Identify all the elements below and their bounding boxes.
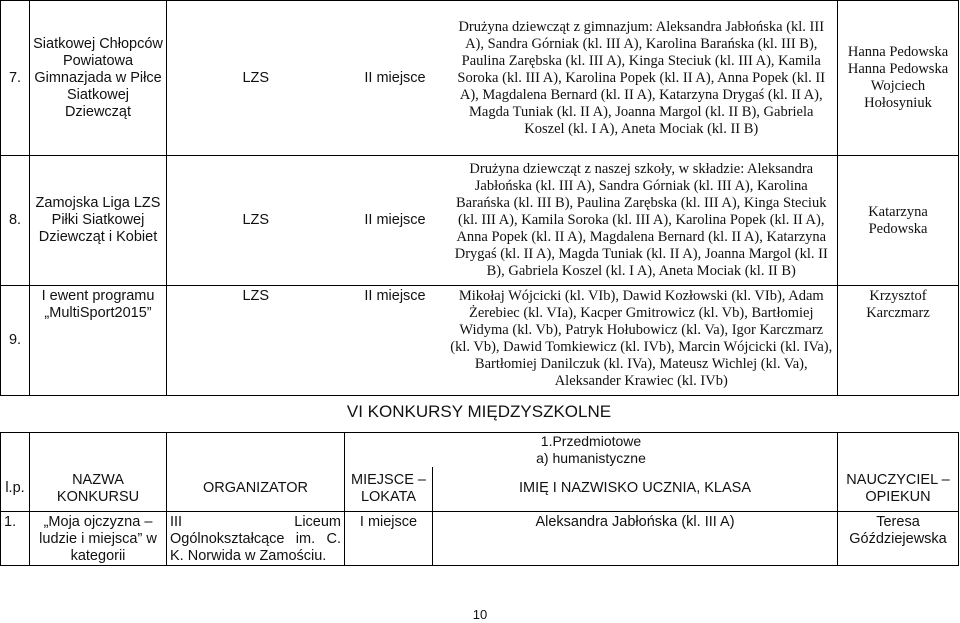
students-list: Mikołaj Wójcicki (kl. VIb), Dawid Kozłowski (kl. VIb), Adam Żerebiec (kl. VIa), Kacper Gmitrowicz (kl. Vb), Bartłomiej Widyma (kl. Vb), Patryk Hołubowicz (kl. Va), Igor Karczmarz (kl. Vb), Dawid Tomkiewicz (kl. IVb), Marcin Wójcicki (kl. IVa), Bartłomiej Danilczuk (kl. IVa), Mateusz Wichlej (kl. Va), Aleksander Krawiec (kl. IVb) <box>446 286 838 396</box>
organizer: LZS <box>167 1 345 156</box>
students-list: Drużyna dziewcząt z gimnazjum: Aleksandra Jabłońska (kl. III A), Sandra Górniak (kl. III A), Karolina Barańska (kl. III B), Paulina Zarębska (kl. III A), Kinga Steciuk (kl. III A), Kamila Soroka (kl. III A), Karolina Popek (kl. II A), Anna Popek (kl. II A), Magdalena Bernard (kl. II A), Katarzyna Drygaś (kl. II A), Magda Tuniak (kl. II A), Joanna Margol (kl. II B), Gabriela Koszel (kl. I A), Aneta Mociak (kl. II B) <box>446 1 838 156</box>
row-number: 9. <box>1 286 30 396</box>
placement: II miejsce <box>345 1 446 156</box>
header-organizer: ORGANIZATOR <box>167 467 345 511</box>
category-subheader <box>345 433 838 468</box>
section-title: VI KONKURSY MIĘDZYSZKOLNE <box>346 402 612 421</box>
contest-name: Siatkowej Chłopców Powiatowa Gimnazjada w Piłce Siatkowej Dziewcząt <box>30 1 167 156</box>
table-row <box>1 1 959 156</box>
table-row <box>1 286 959 396</box>
teacher-name: Krzysztof Karczmarz <box>838 286 959 396</box>
contest-name: Zamojska Liga LZS Piłki Siatkowej Dziewcząt i Kobiet <box>30 156 167 286</box>
placement: I miejsce <box>345 511 433 565</box>
subheader-line-1: 1.Przedmiotowe <box>540 433 642 449</box>
organizer: LZS <box>167 156 345 286</box>
organizer: LZS <box>167 286 345 396</box>
header-teacher: NAUCZYCIEL – OPIEKUN <box>838 467 959 511</box>
placement: II miejsce <box>345 286 446 396</box>
teacher-name: Teresa Góździejewska <box>838 511 959 565</box>
row-number: 8. <box>1 156 30 286</box>
teacher-name: Hanna Pedowska Hanna Pedowska Wojciech Hołosyniuk <box>838 1 959 156</box>
results-table-interschool <box>0 432 959 566</box>
header-row <box>1 467 959 511</box>
header-student: IMIĘ I NAZWISKO UCZNIA, KLASA <box>433 467 838 511</box>
subheader-row <box>1 433 959 468</box>
placement: II miejsce <box>345 156 446 286</box>
student-name: Aleksandra Jabłońska (kl. III A) <box>433 511 838 565</box>
subheader-line-2: a) humanistyczne <box>536 450 646 466</box>
table-row <box>1 511 959 565</box>
row-number: 7. <box>1 1 30 156</box>
contest-name: „Moja ojczyzna – ludzie i miejsca” w kategorii <box>30 511 167 565</box>
organizer: III Liceum Ogólnokształcące im. C. K. Norwida w Zamościu. <box>167 511 345 565</box>
header-contest-name: NAZWA KONKURSU <box>30 467 167 511</box>
page-number: 10 <box>472 607 488 622</box>
contest-name: I ewent programu „MultiSport2015” <box>30 286 167 396</box>
row-number: 1. <box>1 511 30 565</box>
teacher-name: Katarzyna Pedowska <box>838 156 959 286</box>
header-placement: MIEJSCE – LOKATA <box>345 467 433 511</box>
students-list: Drużyna dziewcząt z naszej szkoły, w składzie: Aleksandra Jabłońska (kl. III A), Sandra Górniak (kl. III A), Karolina Barańska (kl. III B), Paulina Zarębska (kl. III A), Kinga Steciuk (kl. III A), Kamila Soroka (kl. III A), Karolina Popek (kl. II A), Anna Popek (kl. II A), Magdalena Bernard (kl. II A), Katarzyna Drygaś (kl. II A), Magda Tuniak (kl. II A), Joanna Margol (kl. II B), Gabriela Koszel (kl. I A), Aneta Mociak (kl. II B) <box>446 156 838 286</box>
header-lp: l.p. <box>1 467 30 511</box>
table-row <box>1 156 959 286</box>
